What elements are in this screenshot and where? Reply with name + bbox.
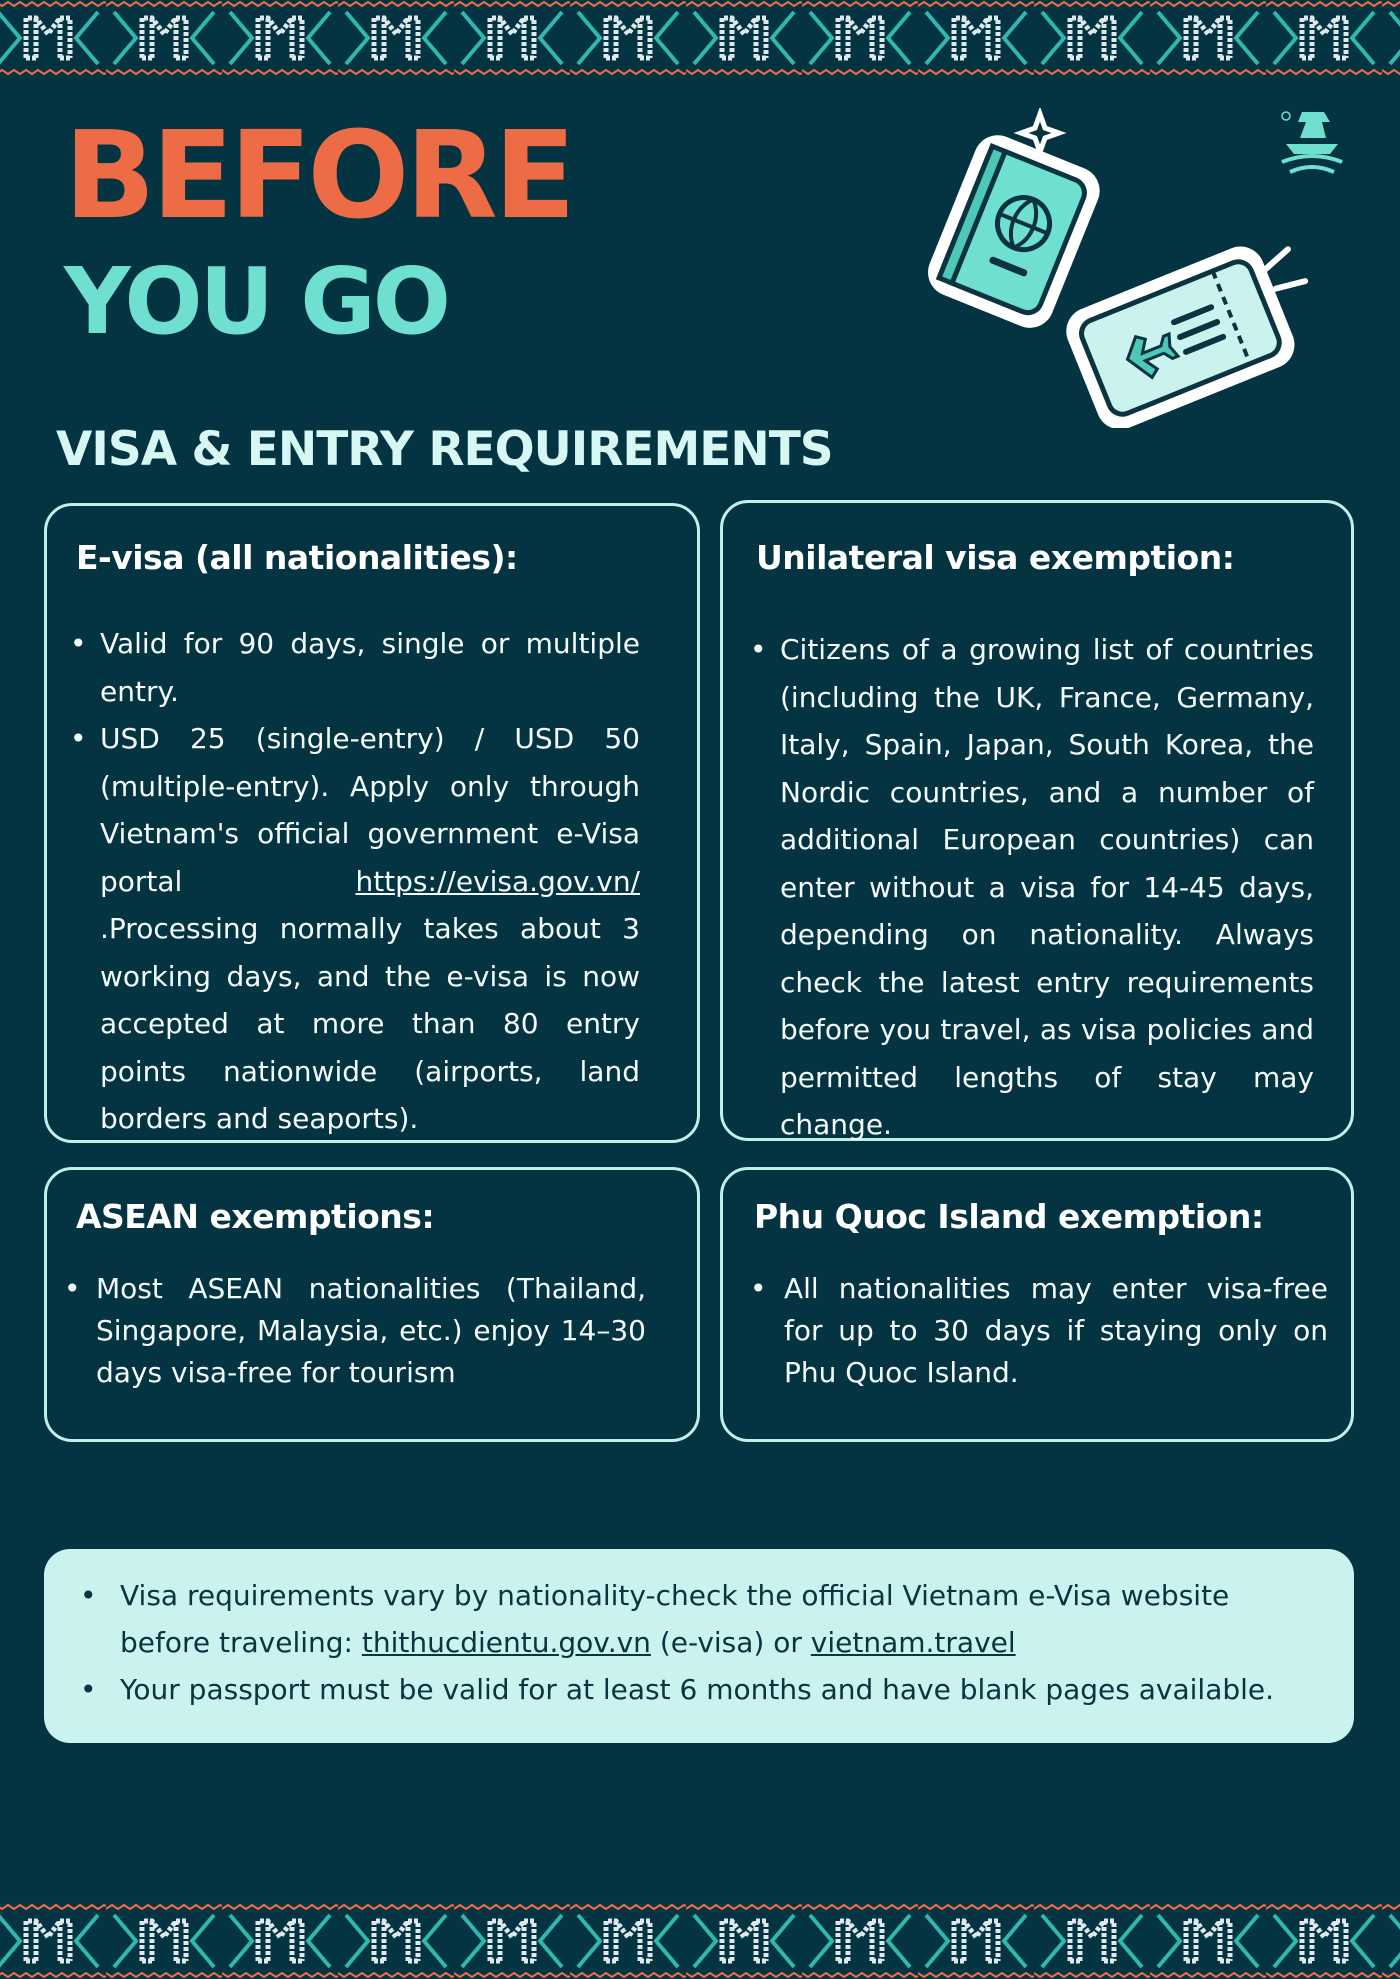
title-you-go: YOU GO [64, 248, 449, 355]
phuquoc-text: All nationalities may enter visa-free for up to 30 days if staying only on Phu Quoc Island. [784, 1272, 1328, 1389]
note-visa-text: Visa requirements vary by nationality-check the official Vietnam e-Visa website before traveling: [120, 1579, 1230, 1659]
list-item [70, 715, 640, 1143]
bullet-icon: • [750, 633, 767, 666]
list-item [80, 1666, 1320, 1713]
evisa-validity-text: Valid for 90 days, single or multiple entry. [100, 627, 640, 708]
boarding-pass-icon [1059, 227, 1331, 428]
asean-text: Most ASEAN nationalities (Thailand, Singapore, Malaysia, etc.) enjoy 14–30 days visa-free for tourism [96, 1272, 646, 1389]
section-title: VISA & ENTRY REQUIREMENTS [56, 422, 833, 477]
card-unilateral-title: Unilateral visa exemption: [756, 538, 1235, 577]
list-item [750, 626, 1314, 1149]
card-unilateral-list [750, 626, 1314, 1149]
woven-pattern-border [0, 1903, 1400, 1979]
thithucdientu-link[interactable]: thithucdientu.gov.vn [361, 1626, 651, 1659]
list-item [80, 1572, 1320, 1666]
bullet-icon: • [64, 1272, 81, 1305]
top-pattern-border [0, 0, 1400, 76]
list-item [70, 620, 640, 715]
card-evisa-list [70, 620, 640, 1143]
list-item [64, 1268, 646, 1394]
woven-pattern-border [0, 0, 1400, 76]
vietnam-travel-link[interactable]: vietnam.travel [810, 1626, 1016, 1659]
evisa-processing-text: .Processing normally takes about 3 working days, and the e-visa is now accepted at more than 80 entry points nationwide (airports, land borders and seaports). [100, 912, 640, 1135]
card-evisa-title: E-visa (all nationalities): [76, 538, 518, 577]
card-asean-title: ASEAN exemptions: [76, 1197, 435, 1236]
list-item [750, 1268, 1328, 1394]
card-phuquoc-list [750, 1268, 1328, 1394]
evisa-portal-link[interactable]: https://evisa.gov.vn/ [355, 864, 640, 898]
passport-icon [925, 128, 1107, 335]
brand-logo-icon [1272, 108, 1352, 188]
notes-list [80, 1572, 1320, 1713]
note-passport-text: Your passport must be valid for at least 6 months and have blank pages available. [120, 1673, 1275, 1706]
bullet-icon: • [70, 722, 87, 755]
card-phuquoc-title: Phu Quoc Island exemption: [754, 1197, 1264, 1236]
bullet-icon: • [750, 1272, 767, 1305]
bullet-icon: • [70, 627, 87, 660]
card-asean-list [64, 1268, 646, 1394]
title-before: BEFORE [64, 107, 572, 246]
note-visa-middle: (e-visa) or [650, 1626, 811, 1659]
unilateral-text: Citizens of a growing list of countries (including the UK, France, Germany, Italy, Spain, Japan, South Korea, the Nordic countries, and a number of additional European countries) can enter without a visa for 14-45 days, depending on nationality. Always check the latest entry requirements before you travel, as visa policies and permitted lengths of stay may change. [780, 633, 1314, 1141]
notes-box [44, 1549, 1354, 1743]
evisa-fee-text: USD 25 (single-entry) / USD 50 (multiple-entry). Apply only through Vietnam's official government e-Visa portal [100, 722, 640, 898]
bottom-pattern-border [0, 1903, 1400, 1979]
